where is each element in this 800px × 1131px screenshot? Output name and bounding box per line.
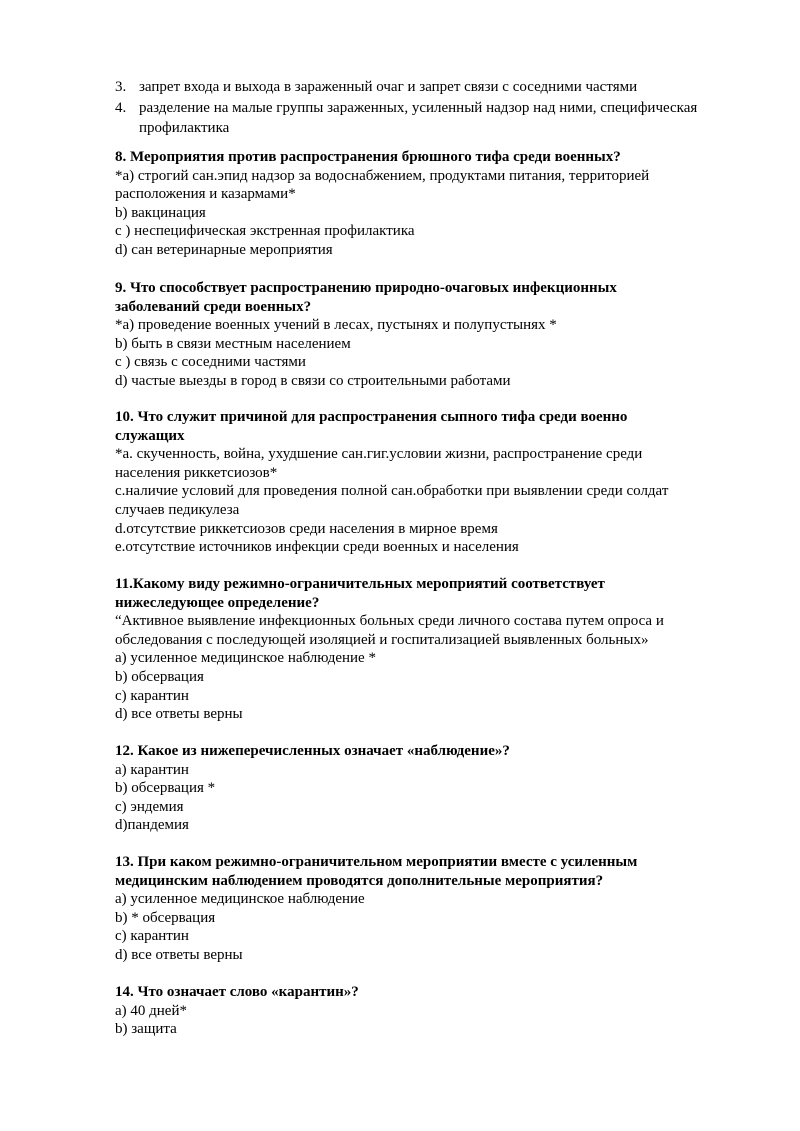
answer-option: a) карантин <box>115 761 189 778</box>
question-title: 10. Что служит причиной для распространения сыпного тифа среди военно <box>115 409 628 425</box>
question-12 <box>115 742 715 835</box>
answer-option: *a) строгий сан.эпид надзор за водоснабжением, продуктами питания, территорией <box>115 167 650 184</box>
answer-option: c.наличие условий для проведения полной сан.обработки при выявлении среди солдат <box>115 483 669 500</box>
answer-option: a) усиленное медицинское наблюдение * <box>115 650 376 667</box>
list-item-number: 3. <box>115 79 127 95</box>
answer-option: b) быть в связи местным населением <box>115 335 351 352</box>
question-title: 13. При каком режимно-ограничительном мероприятии вместе с усиленным <box>115 854 638 870</box>
answer-option: e.отсутствие источников инфекции среди военных и населения <box>115 539 519 556</box>
question-title: 11.Какому виду режимно-ограничительных мероприятий соответствует <box>115 576 605 592</box>
answer-option: d) частые выезды в город в связи со строительными работами <box>115 372 511 389</box>
answer-option: расположения и казармами* <box>115 186 296 203</box>
answer-option: b) защита <box>115 1021 177 1038</box>
answer-option: “Активное выявление инфекционных больных среди личного состава путем опроса и <box>115 613 664 630</box>
question-13 <box>115 853 715 965</box>
answer-option: случаев педикулеза <box>115 501 240 518</box>
question-14 <box>115 983 715 1039</box>
question-title: 9. Что способствует распространению природно-очаговых инфекционных <box>115 280 617 296</box>
question-9 <box>115 279 715 391</box>
question-title: служащих <box>115 427 185 444</box>
question-title: 8. Мероприятия против распространения брюшного тифа среди военных? <box>115 149 621 165</box>
question-8 <box>115 148 715 260</box>
answer-option: c) карантин <box>115 687 189 704</box>
answer-option: *a) проведение военных учений в лесах, пустынях и полупустынях * <box>115 317 557 334</box>
answer-option: c) эндемия <box>115 798 184 815</box>
list-item-text: разделение на малые группы зараженных, усиленный надзор над ними, специфическая профилактика <box>139 100 698 136</box>
question-title: 14. Что означает слово «карантин»? <box>115 984 359 1000</box>
list-item-text: запрет входа и выхода в зараженный очаг и запрет связи с соседними частями <box>139 79 638 95</box>
answer-option: b) вакцинация <box>115 204 206 221</box>
answer-option: c ) неспецифическая экстренная профилактика <box>115 223 415 240</box>
question-title: нижеследующее определение? <box>115 594 320 611</box>
answer-option: обследования с последующей изоляцией и госпитализацией выявленных больных» <box>115 631 649 648</box>
answer-option: b) обсервация <box>115 668 204 685</box>
list-item-number: 4. <box>115 100 127 116</box>
answer-option: b) обсервация * <box>115 780 216 797</box>
answer-option: c ) связь с соседними частями <box>115 354 306 371</box>
answer-option: c) карантин <box>115 928 189 945</box>
answer-option: a) 40 дней* <box>115 1002 187 1019</box>
answer-option: a) усиленное медицинское наблюдение <box>115 891 365 908</box>
question-title: 12. Какое из нижеперечисленных означает «наблюдение»? <box>115 743 510 759</box>
answer-option: населения риккетсиозов* <box>115 464 278 481</box>
answer-option: d.отсутствие риккетсиозов среди населения в мирное время <box>115 520 498 537</box>
answer-option: d) сан ветеринарные мероприятия <box>115 241 333 258</box>
question-title: заболеваний среди военных? <box>115 298 312 315</box>
question-10 <box>115 408 715 557</box>
answer-option: d) все ответы верны <box>115 946 243 963</box>
question-title: медицинским наблюдением проводятся дополнительные мероприятия? <box>115 872 604 889</box>
answer-option: d)пандемия <box>115 817 189 834</box>
answer-option: *a. скученность, война, ухудшение сан.гиг.условии жизни, распространение среди <box>115 446 643 463</box>
answer-option: d) все ответы верны <box>115 706 243 723</box>
answer-option: b) * обсервация <box>115 909 216 926</box>
question-11 <box>115 575 715 724</box>
